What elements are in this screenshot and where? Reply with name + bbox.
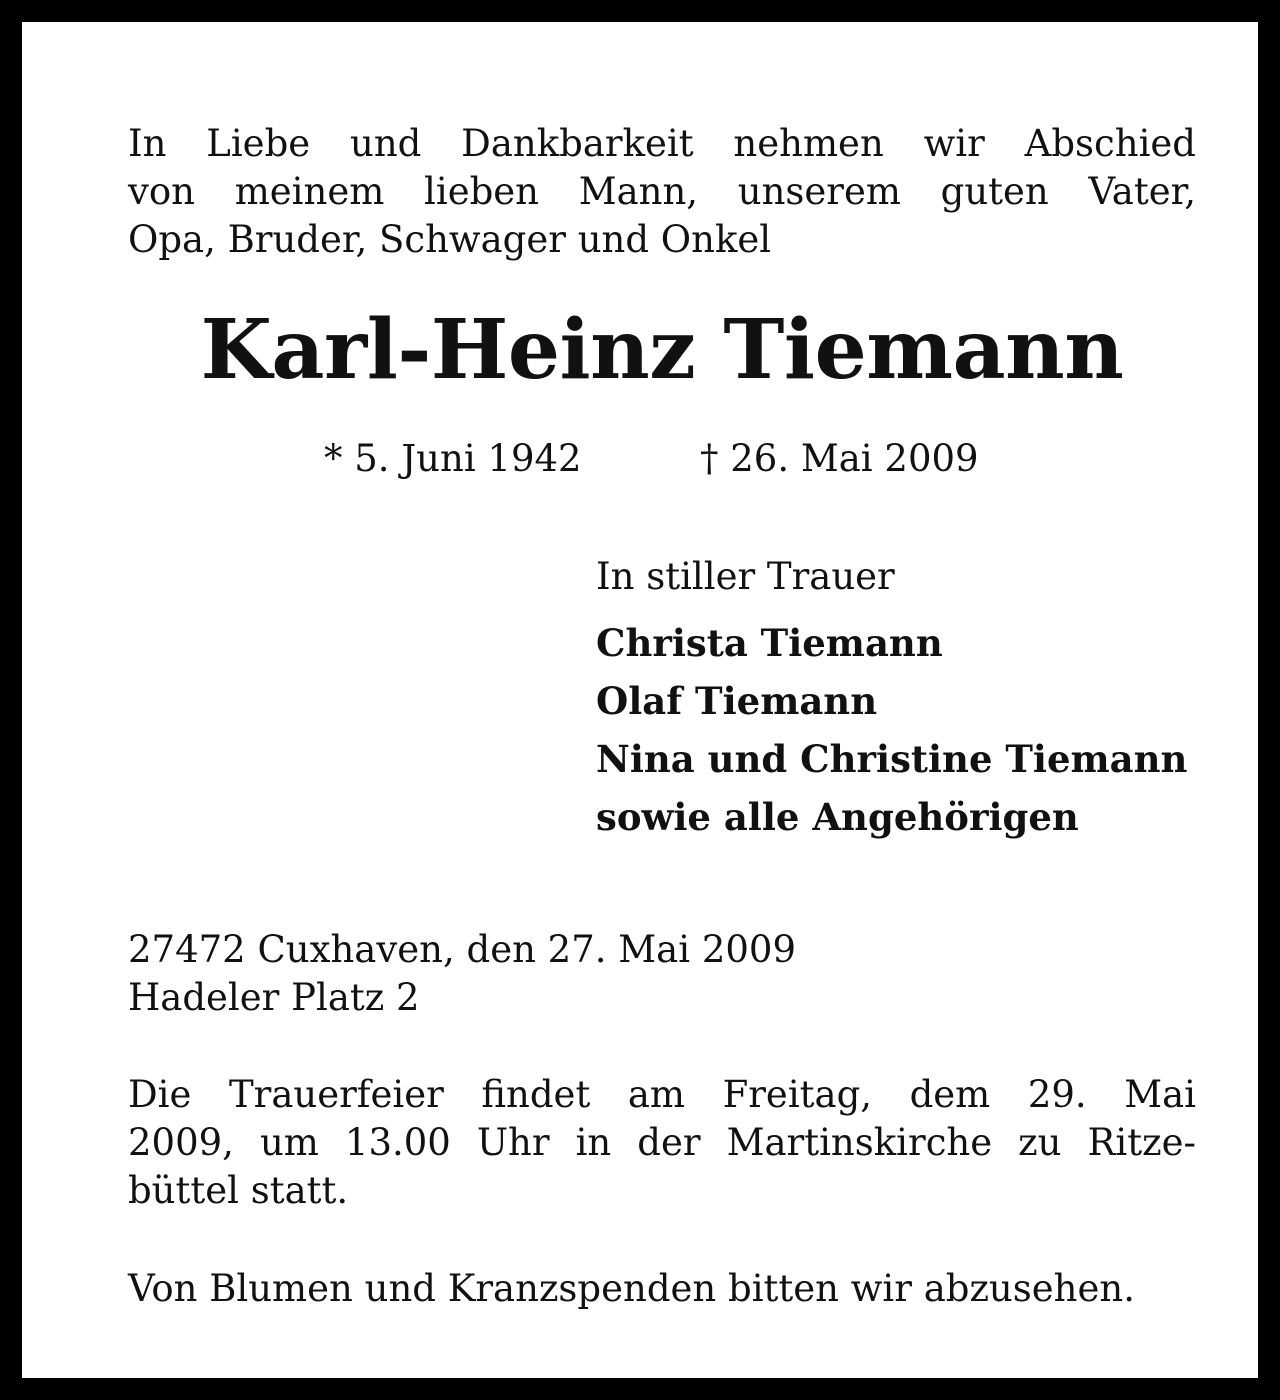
place-date-line: 27472 Cuxhaven, den 27. Mai 2009	[128, 928, 796, 971]
intro-line: Opa, Bruder, Schwager und Onkel	[128, 218, 772, 261]
ceremony-text	[128, 1071, 1196, 1215]
ceremony-line: Die Trauerfeier findet am Freitag, dem 29. Mai	[128, 1073, 1196, 1116]
mourner-name: Olaf Tiemann	[596, 679, 878, 723]
intro-text	[128, 120, 1196, 264]
closing-text: Von Blumen und Kranzspenden bitten wir abzusehen.	[128, 1267, 1135, 1310]
ceremony-line: 2009, um 13.00 Uhr in der Martinskirche zu Ritze-	[128, 1121, 1196, 1164]
ceremony-line: büttel statt.	[128, 1169, 349, 1212]
mourners-intro: In stiller Trauer	[596, 555, 895, 598]
intro-line: In Liebe und Dankbarkeit nehmen wir Abschied	[128, 122, 1196, 165]
intro-line: von meinem lieben Mann, unserem guten Vater,	[128, 170, 1196, 213]
birth-date: * 5. Juni 1942	[324, 437, 582, 480]
deceased-name: Karl-Heinz Tiemann	[200, 302, 1124, 398]
street-line: Hadeler Platz 2	[128, 976, 420, 1019]
death-date: † 26. Mai 2009	[700, 437, 979, 480]
mourner-name: sowie alle Angehörigen	[596, 795, 1079, 839]
mourner-name: Nina und Christine Tiemann	[596, 737, 1188, 781]
address-block	[128, 926, 796, 1022]
mourners-block	[596, 552, 1187, 846]
mourner-name: Christa Tiemann	[596, 621, 943, 665]
